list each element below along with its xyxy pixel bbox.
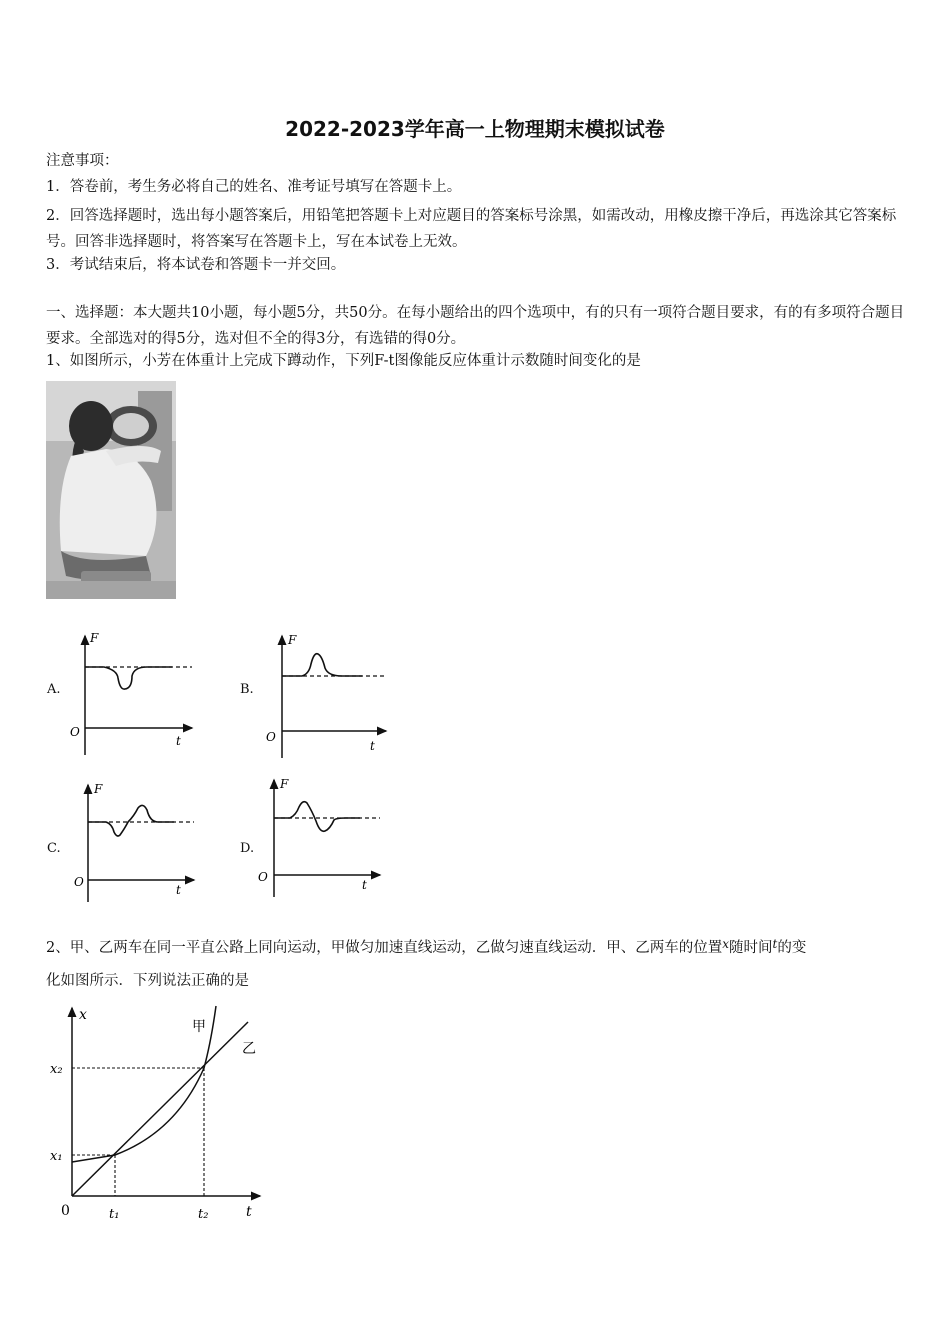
q2-y-axis-label: x bbox=[79, 1007, 87, 1023]
q2-t2-label: t₂ bbox=[198, 1207, 209, 1222]
q2-curve-jia-label: 甲 bbox=[192, 1019, 206, 1035]
q2-origin-label: 0 bbox=[61, 1203, 70, 1219]
q2-x2-label: x₂ bbox=[50, 1062, 63, 1077]
option-d-y-axis-label: F bbox=[280, 777, 289, 791]
option-d-x-axis-label: t bbox=[362, 878, 367, 892]
question-2-stem-line-1 bbox=[46, 934, 806, 958]
q2-x1-label: x₁ bbox=[50, 1149, 63, 1164]
option-d-label[interactable]: D. bbox=[240, 841, 255, 856]
option-d-origin-label: O bbox=[258, 870, 268, 884]
option-b-y-axis-label: F bbox=[288, 633, 297, 647]
option-c-graph bbox=[70, 780, 200, 905]
q2-curve-yi-label: 乙 bbox=[242, 1041, 256, 1057]
option-a-y-axis-label: F bbox=[90, 631, 99, 645]
option-b-x-axis-label: t bbox=[370, 739, 375, 753]
page-title: 2022-2023学年高一上物理期末模拟试卷 bbox=[285, 117, 665, 141]
q2-t1-label: t₁ bbox=[109, 1207, 120, 1222]
question-2-var-x: x bbox=[722, 937, 730, 951]
option-b-label[interactable]: B. bbox=[240, 682, 254, 697]
option-b-graph bbox=[262, 630, 392, 762]
option-a-x-axis-label: t bbox=[176, 734, 181, 748]
option-a-graph bbox=[62, 628, 202, 760]
question-2-stem-c: 的变 bbox=[777, 940, 807, 956]
option-c-x-axis-label: t bbox=[176, 883, 181, 897]
option-b-origin-label: O bbox=[266, 730, 276, 744]
question-2-stem-b: 随时间 bbox=[729, 940, 773, 956]
question-1-stem: 1、如图所示，小芳在体重计上完成下蹲动作，下列F-t图像能反应体重计示数随时间变化的是 bbox=[46, 353, 641, 369]
notice-item-2: 2．回答选择题时，选出每小题答案后，用铅笔把答题卡上对应题目的答案标号涂黑，如需改动，用橡皮擦干净后，再选涂其它答案标号。回答非选择题时，将答案写在答题卡上，写在本试卷上无效。 bbox=[46, 208, 897, 250]
option-a-label[interactable]: A. bbox=[47, 682, 61, 697]
option-d-graph bbox=[256, 775, 386, 900]
notice-item-3: 3．考试结束后，将本试卷和答题卡一并交回。 bbox=[46, 257, 346, 273]
option-c-origin-label: O bbox=[74, 875, 84, 889]
notice-item-1: 1．答卷前，考生务必将自己的姓名、准考证号填写在答题卡上。 bbox=[46, 179, 462, 195]
section-intro: 一、选择题：本大题共10小题，每小题5分，共50分。在每小题给出的四个选项中，有的只有一项符合题目要求，有的有多项符合题目要求。全部选对的得5分，选对但不全的得3分，有选错的得0分。 bbox=[46, 305, 905, 347]
notice-heading: 注意事项： bbox=[46, 153, 119, 169]
question-2-xt-graph bbox=[46, 1002, 276, 1228]
option-a-origin-label: O bbox=[70, 725, 80, 739]
option-c-label[interactable]: C. bbox=[47, 841, 61, 856]
curve-yi-line bbox=[72, 1022, 248, 1196]
question-2-var-t: t bbox=[772, 937, 778, 951]
q2-x-axis-label: t bbox=[246, 1204, 252, 1220]
squatting-girl-photo bbox=[46, 381, 176, 599]
question-2-stem-line-2: 化如图所示．下列说法正确的是 bbox=[46, 973, 249, 989]
option-c-y-axis-label: F bbox=[94, 782, 103, 796]
question-2-stem-a: 2、甲、乙两车在同一平直公路上同向运动，甲做匀加速直线运动，乙做匀速直线运动．甲、乙两车的位置 bbox=[46, 940, 723, 956]
